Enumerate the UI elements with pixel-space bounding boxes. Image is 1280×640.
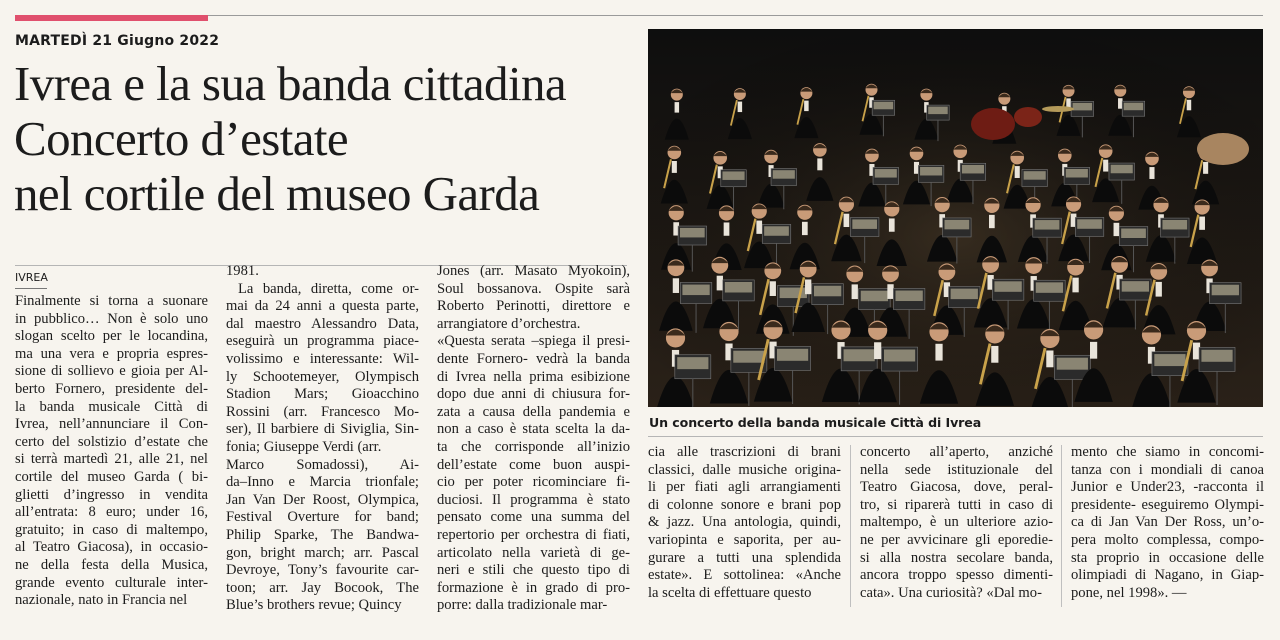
text-line: slogan scelto per le locandina, [15,328,208,345]
text-line: cio per poter ricominciare fi- [437,474,630,491]
text-line: olimpiadi di Nagano, in Giap- [1071,567,1264,584]
text-line: cata». Una curiosità? «Dal mo- [860,584,1042,601]
text-line: Soul bossanova. Ospite sarà [437,280,630,297]
text-line: Philip Sparke, The Bandwa- [226,526,419,543]
text-line: pone, nel 1998». — [1071,584,1187,601]
text-line: certo del solstizio d’estate che [15,433,208,450]
caption-divider [648,436,1263,437]
text-line: «Questa serata –spiega il presi- [437,333,630,350]
text-line: al Teatro Giacosa), in occasio- [15,539,208,556]
text-line: mai da 24 anni a questa parte, [226,298,419,315]
text-line: tanza con i mondiali di canoa [1071,461,1264,478]
article-column-6 [1071,444,1264,602]
text-line: gurare a tutti una splendida [648,549,841,566]
text-line: cortile del museo Garda ( bi- [15,468,208,485]
text-line: neri e stili che questo tipo di [437,562,630,579]
article-column-4 [648,444,841,602]
text-line: ne per avvicinare gli eporedie- [860,531,1053,548]
text-line: ne della festa della Musica, [15,556,208,573]
text-line: si terrà martedì 21, alle 21, nel [15,451,208,468]
text-line: Rossini (arr. Francesco Mo- [226,403,419,420]
issue-date: MARTEDÌ 21 Giugno 2022 [15,33,220,49]
text-line: glietti d’ingresso in vendita [15,486,208,503]
text-line: Jan Van Der Roost, Olympica, [226,491,419,508]
headline-line: Concerto d’estate [14,111,349,166]
text-line: & jazz. Una antologia, quindi, [648,514,841,531]
text-line: di colonne sonore e brani pop [648,496,841,513]
article-column-3 [437,263,630,615]
text-line: ancora troppo spesso dimenti- [860,567,1053,584]
band-concert-photo [648,29,1263,407]
text-line: da–Inno e Marcia trionfale; [226,474,419,491]
text-line: La banda, diretta, come or- [238,280,419,297]
text-line: berto Fornero, presidente del- [15,380,208,397]
text-line: Festival Overture for band; [226,509,419,526]
text-line: sta proprio in occasione delle [1071,549,1264,566]
text-line: gon, bright march; arr. Pascal [226,544,419,561]
text-line: Stadion Mars; Gioacchino [226,386,419,403]
text-line: all’entrata: 8 euro; under 16, [15,504,208,521]
article-column-1 [15,293,208,610]
text-line: Finalmente si torna a suonare [15,293,208,309]
text-line: presidente- eseguiremo Olympi- [1071,496,1264,513]
text-line: dal maestro Alessandro Data, [226,315,419,332]
text-line: dente Fornero- vedrà la banda [437,350,630,367]
text-line: articolato nella varietà di ge- [437,544,630,561]
text-line: nazionale, nato in Francia nel [15,592,188,609]
column-divider [850,445,851,607]
text-line: Roberto Perinotti, direttore e [437,298,630,315]
text-line: classici, dalle musiche origina- [648,461,841,478]
text-line: ca di Jan Van Der Ross, un’o- [1071,514,1264,531]
text-line: porre: dalla tradizionale mar- [437,597,608,614]
text-line: Teatro Giacosa, dove, peral- [860,479,1053,496]
text-line: la scelta di effettuare questo [648,584,812,601]
text-line: volissimo e interessante: Wil- [226,350,419,367]
text-line: ta che corrisponde all’inizio [437,438,630,455]
text-line: si alla nostra secolare banda, [860,549,1053,566]
text-line: Blue’s brothers revue; Quincy [226,597,402,614]
photo-caption: Un concerto della banda musicale Città di Ivrea [649,415,982,430]
headline-line: Ivrea e la sua banda cittadina [14,56,567,111]
text-line: Jones (arr. Masato Myokoin), [437,263,630,279]
text-line: ser), Il barbiere di Siviglia, Sin- [226,421,419,438]
text-line: arrangiatore d’orchestra. [437,315,581,332]
column-divider [1061,445,1062,607]
text-line: ly Schootemeyer, Olympisch [226,368,419,385]
text-line: la banda musicale Città di [15,398,208,415]
article-headline [14,56,644,221]
section-color-bar [15,15,208,21]
text-line: di Ivrea nella prima esibizione [437,368,630,385]
text-line: zata a causa della pandemia e [437,403,630,420]
text-line: Devroye, Tony’s favourite car- [226,562,419,579]
location-kicker: IVREA [15,271,48,284]
text-line: maltempo, è un ulteriore azio- [860,514,1053,531]
text-line: 1981. [226,263,259,279]
text-line: variopinta e saporita, per au- [648,531,841,548]
text-line: gratuito; in caso di maltempo, [15,521,208,538]
text-line: duciosi. Il programma è stato [437,491,630,508]
text-line: formazione è in grado di pro- [437,579,630,596]
text-line: non a caso è stata scelta la da- [437,421,630,438]
text-line: li per fiati agli arrangiamenti [648,479,841,496]
text-line: Ivrea, nell’annunciare il Con- [15,416,208,433]
article-column-5 [860,444,1053,602]
text-line: nella sede istituzionale del [860,461,1053,478]
text-line: fonia; Giuseppe Verdi (arr. [226,438,382,455]
text-line: Junior e Under23, -racconta il [1071,479,1264,496]
text-line: Marco Somadossi), Ai- [226,456,419,473]
text-line: dopo due anni di chiusura for- [437,386,630,403]
text-line: sione di sollievo e gioia per Al- [15,363,208,380]
article-column-2 [226,263,419,615]
text-line: repertorio per orchestra di fiati, [437,526,630,543]
text-line: in pubblico… Non è solo uno [15,310,208,327]
text-line: pera molto complessa, compo- [1071,531,1264,548]
text-line: estate». E sottolinea: «Anche [648,567,841,584]
text-line: grande evento culturale inter- [15,574,208,591]
text-line: toon; arr. Jay Bocook, The [226,579,419,596]
kicker-underline [15,288,47,289]
text-line: cia alle trascrizioni di brani [648,444,841,460]
text-line: ma una vera e propria espres- [15,345,208,362]
text-line: pensato come una summa del [437,509,630,526]
text-line: concerto all’aperto, anziché [860,444,1053,460]
text-line: eseguirà un programma piace- [226,333,419,350]
text-line: tro, si riparerà tutti in caso di [860,496,1053,513]
headline-line: nel cortile del museo Garda [14,166,540,221]
text-line: dell’estate come buon auspi- [437,456,630,473]
text-line: mento che siamo in concomi- [1071,444,1264,460]
